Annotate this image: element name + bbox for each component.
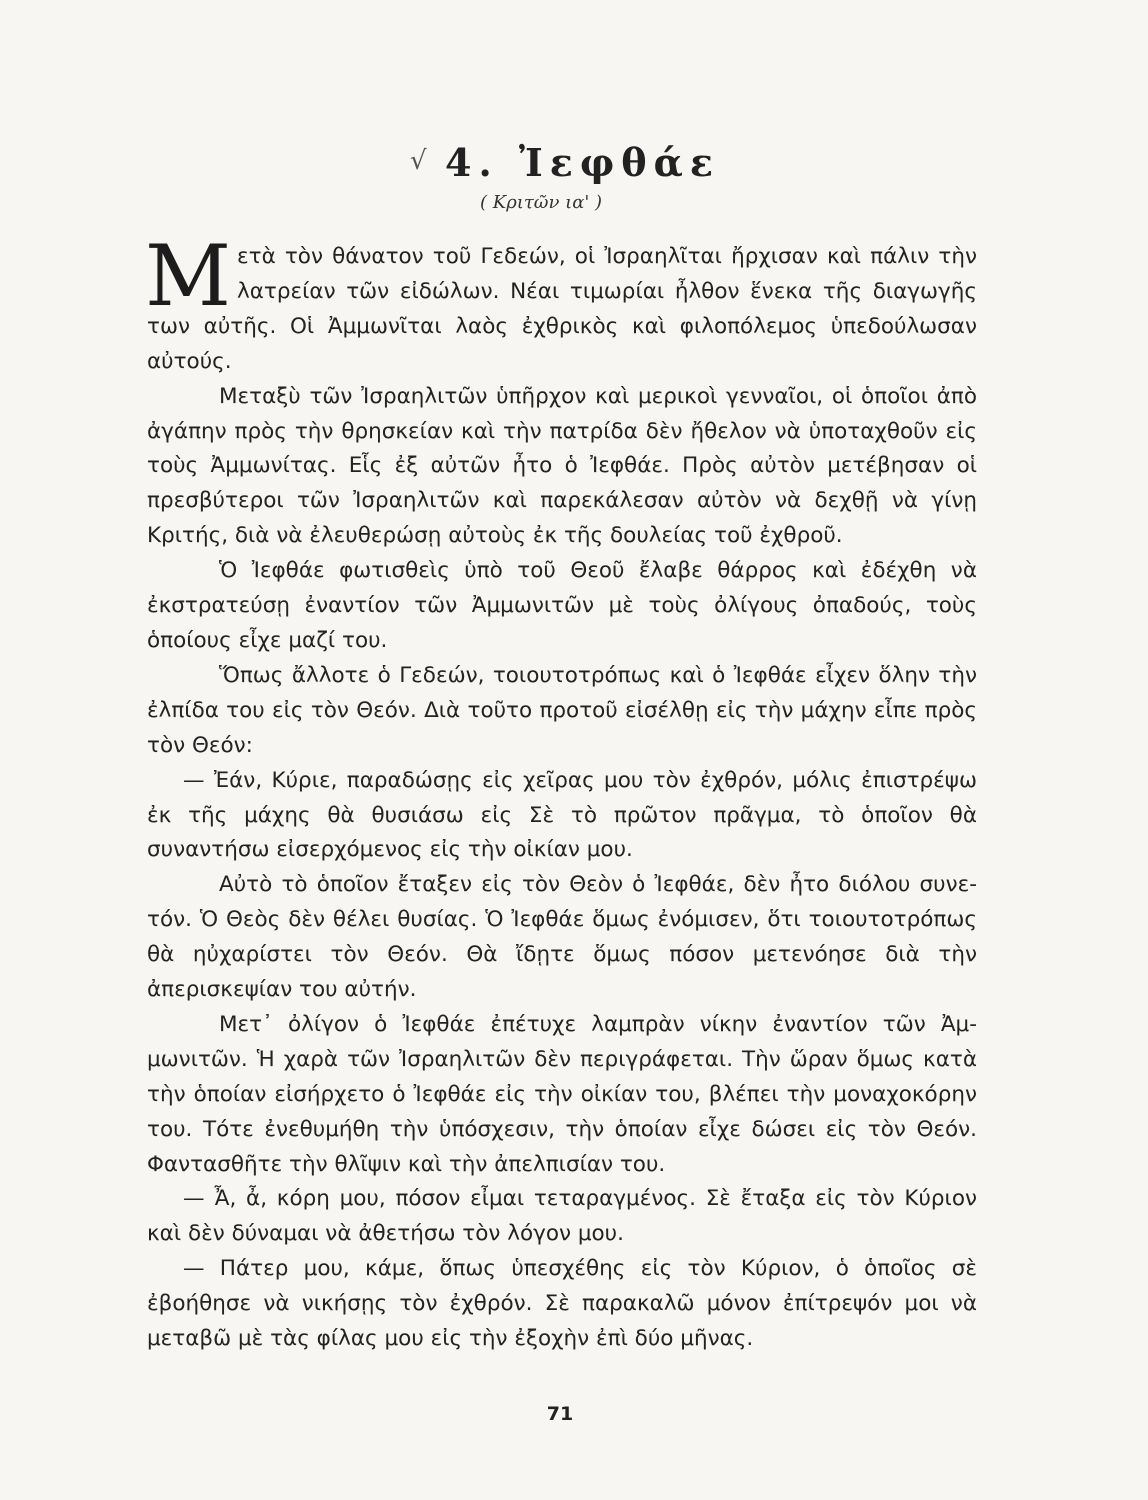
paragraph — [145, 227, 977, 380]
check-mark-annotation: √ — [410, 146, 427, 176]
page-number: 71 — [546, 1403, 574, 1425]
chapter-reference: ( Κριτῶν ια' ) — [480, 192, 603, 213]
paragraph: Μεταξὺ τῶν Ἰσραηλιτῶν ὑπῆρχον καὶ μερικοὶ γενναῖοι, οἱ ὁποῖοι ἀπὸ ἀγάπην πρὸς τὴν θρησκείαν καὶ τὴν πατρίδα δὲν ἤθελον νὰ ὑποταχθοῦν εἰς τοὺς Ἀμμωνίτας. Εἷς ἐξ αὐτῶν ἦτο ὁ Ἰεφθάε. Πρὸς αὐτὸν μετέβησαν οἱ πρεσβύτεροι τῶν Ἰσραηλιτῶν καὶ παρεκάλεσαν αὐτὸν νὰ δεχθῇ νὰ γίνῃ Κριτής, διὰ νὰ ἐλευθερώσῃ αὐτοὺς ἐκ τῆς δουλείας τοῦ ἐχθροῦ. — [147, 383, 977, 549]
paragraph: Αὐτὸ τὸ ὁποῖον ἔταξεν εἰς τὸν Θεὸν ὁ Ἰεφθάε, δὲν ἦτο διόλου συνετόν. Ὁ Θεὸς δὲν θέλει θυσίας. Ὁ Ἰεφθάε ὅμως ἐνόμισεν, ὅτι τοιουτοτρόπως θὰ ηὐχαρίστει τὸν Θεόν. Θὰ ἴδῃτε ὅμως πόσον μετενόησε διὰ τὴν ἀπερισκεψίαν του αὐτήν. — [147, 872, 977, 1003]
dialog-paragraph: — Πάτερ μου, κάμε, ὅπως ὑπεσχέθης εἰς τὸν Κύριον, ὁ ὁποῖος σὲ ἐβοήθησε νὰ νικήσῃς τὸν ἐχθρόν. Σὲ παρακαλῶ μόνον ἐπίτρεψόν μοι νὰ μεταβῶ μὲ τὰς φίλας μου εἰς τὴν ἐξοχὴν ἐπὶ δύο μῆνας. — [147, 1256, 977, 1352]
dialog-paragraph: — Ἆ, ἆ, κόρη μου, πόσον εἶμαι τεταραγμένος. Σὲ ἔταξα εἰς τὸν Κύριον καὶ δὲν δύναμαι νὰ ἀθετήσω τὸν λόγον μου. — [147, 1186, 977, 1247]
chapter-title: 4. Ἰεφθάε — [445, 140, 720, 185]
drop-cap: Μ — [145, 227, 232, 325]
paragraph: Ὁ Ἰεφθάε φωτισθεὶς ὑπὸ τοῦ Θεοῦ ἔλαβε θάρρος καὶ ἐδέχθη νὰ ἐκστρατεύσῃ ἐναντίον τῶν Ἀμμωνιτῶν μὲ τοὺς ὀλίγους ὀπαδούς, τοὺς ὁποίους εἶχε μαζί του. — [147, 558, 977, 653]
body-text — [145, 227, 977, 1357]
paragraph-text: ετὰ τὸν θάνατον τοῦ Γεδεών, οἱ Ἰσραηλῖται ἤρχισαν καὶ πάλιν τὴν λατρείαν τῶν εἰδώλων. Νέαι τιμωρίαι ἦλθον ἕνεκα τῆς διαγωγῆς των αὐτῆς. Οἱ Ἀμμωνῖται λαὸς ἐχθρικὸς καὶ φιλοπόλεμος ὑπεδούλωσαν αὐτούς. — [147, 244, 977, 374]
dialog-paragraph: — Ἐάν, Κύριε, παραδώσῃς εἰς χεῖρας μου τὸν ἐχθρόν, μόλις ἐπιστρέψω ἐκ τῆς μάχης θὰ θυσιάσω εἰς Σὲ τὸ πρῶτον πρᾶγμα, τὸ ὁποῖον θὰ συναντήσω εἰσερχόμενος εἰς τὴν οἰκίαν μου. — [147, 767, 977, 863]
paragraph: Ὅπως ἄλλοτε ὁ Γεδεών, τοιουτοτρόπως καὶ ὁ Ἰεφθάε εἶχεν ὅλην τὴν ἐλπίδα του εἰς τὸν Θεόν. Διὰ τοῦτο προτοῦ εἰσέλθῃ εἰς τὴν μάχην εἶπε πρὸς τὸν Θεόν: — [147, 662, 977, 758]
paragraph: Μετ᾽ ὀλίγον ὁ Ἰεφθάε ἐπέτυχε λαμπρὰν νίκην ἐναντίον τῶν Ἀμμωνιτῶν. Ἡ χαρὰ τῶν Ἰσραηλιτῶν δὲν περιγράφεται. Τὴν ὥραν ὅμως κατὰ τὴν ὁποίαν εἰσήρχετο ὁ Ἰεφθάε εἰς τὴν οἰκίαν του, βλέπει τὴν μοναχοκόρην του. Τότε ἐνεθυμήθη τὴν ὑπόσχεσιν, τὴν ὁποίαν εἶχε δώσει εἰς τὸν Θεόν. Φαντασθῆτε τὴν θλῖψιν καὶ τὴν ἀπελπισίαν του. — [147, 1011, 977, 1177]
